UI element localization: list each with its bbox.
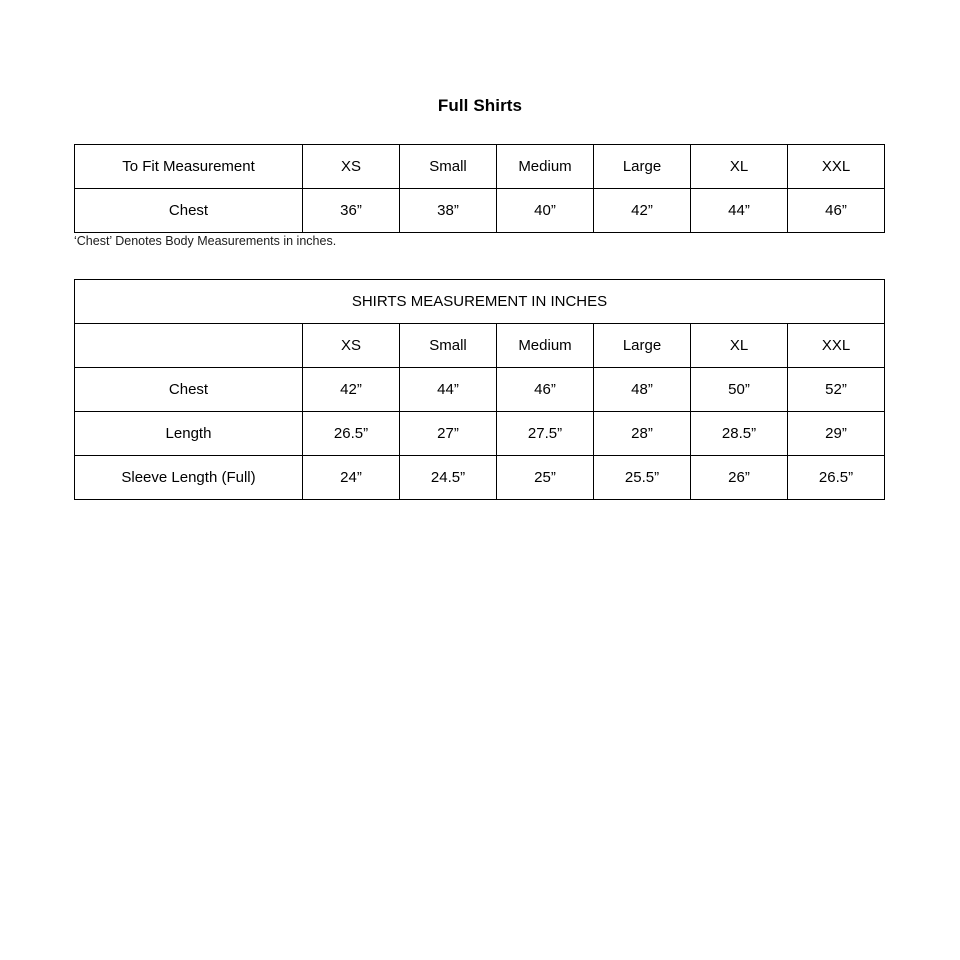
measurement-chest-large: 48” — [594, 368, 691, 412]
fit-header-large: Large — [594, 145, 691, 189]
measurement-banner: SHIRTS MEASUREMENT IN INCHES — [75, 280, 885, 324]
fit-header-xxl: XXL — [788, 145, 885, 189]
fit-header-xl: XL — [691, 145, 788, 189]
shirts-measurement-table — [74, 279, 885, 500]
fit-chest-xs: 36” — [303, 189, 400, 233]
fit-header-label: To Fit Measurement — [75, 145, 303, 189]
table-row — [75, 368, 885, 412]
fit-chest-xl: 44” — [691, 189, 788, 233]
measurement-header-small: Small — [400, 324, 497, 368]
measurement-chest-small: 44” — [400, 368, 497, 412]
fit-header-small: Small — [400, 145, 497, 189]
table-row-banner — [75, 280, 885, 324]
page-title: Full Shirts — [437, 96, 523, 115]
fit-chest-xxl: 46” — [788, 189, 885, 233]
measurement-sleeve-small: 24.5” — [400, 456, 497, 500]
body-measurement-note: ‘Chest’ Denotes Body Measurements in inches. — [74, 234, 337, 248]
to-fit-measurement-table — [74, 144, 885, 233]
fit-header-xs: XS — [303, 145, 400, 189]
measurement-length-xl: 28.5” — [691, 412, 788, 456]
measurement-sleeve-large: 25.5” — [594, 456, 691, 500]
measurement-sleeve-xs: 24” — [303, 456, 400, 500]
fit-header-medium: Medium — [497, 145, 594, 189]
measurement-length-medium: 27.5” — [497, 412, 594, 456]
measurement-chest-xs: 42” — [303, 368, 400, 412]
measurement-length-xs: 26.5” — [303, 412, 400, 456]
fit-chest-large: 42” — [594, 189, 691, 233]
measurement-length-xxl: 29” — [788, 412, 885, 456]
measurement-chest-xxl: 52” — [788, 368, 885, 412]
measurement-length-large: 28” — [594, 412, 691, 456]
table-row — [75, 456, 885, 500]
measurement-chest-xl: 50” — [691, 368, 788, 412]
measurement-length-small: 27” — [400, 412, 497, 456]
measurement-header-large: Large — [594, 324, 691, 368]
measurement-header-xl: XL — [691, 324, 788, 368]
measurement-header-blank — [75, 324, 303, 368]
measurement-chest-medium: 46” — [497, 368, 594, 412]
measurement-row-label-length: Length — [75, 412, 303, 456]
measurement-header-medium: Medium — [497, 324, 594, 368]
table-row-header — [75, 145, 885, 189]
fit-chest-medium: 40” — [497, 189, 594, 233]
table-row — [75, 412, 885, 456]
fit-chest-small: 38” — [400, 189, 497, 233]
measurement-header-xxl: XXL — [788, 324, 885, 368]
measurement-row-label-sleeve-length: Sleeve Length (Full) — [75, 456, 303, 500]
measurement-sleeve-xxl: 26.5” — [788, 456, 885, 500]
measurement-sleeve-medium: 25” — [497, 456, 594, 500]
table-row-header — [75, 324, 885, 368]
fit-row-label-chest: Chest — [75, 189, 303, 233]
measurement-header-xs: XS — [303, 324, 400, 368]
measurement-row-label-chest: Chest — [75, 368, 303, 412]
measurement-sleeve-xl: 26” — [691, 456, 788, 500]
table-row — [75, 189, 885, 233]
